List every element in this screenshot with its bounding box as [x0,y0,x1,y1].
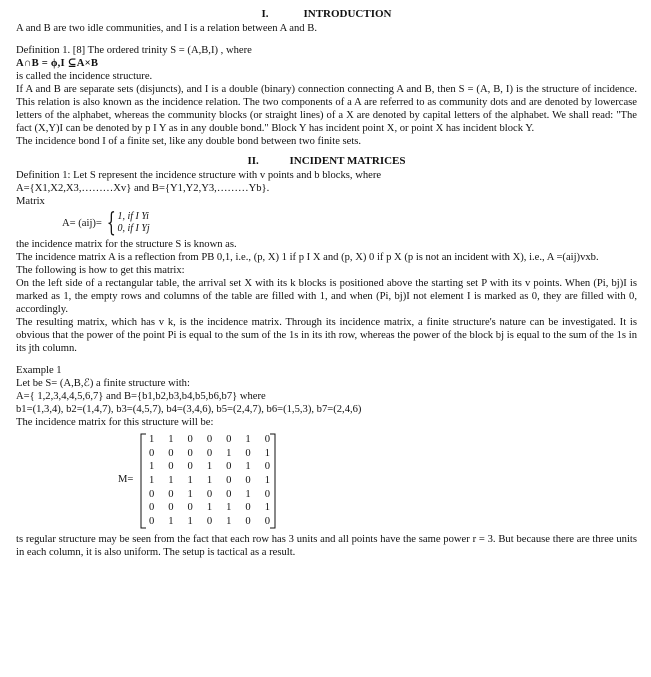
matrix-cell: 0 [226,461,232,473]
matrix-cell: 0 [226,488,232,500]
matrix-cell: 0 [264,461,270,473]
matrix-cell: 0 [206,434,213,445]
conclusion-paragraph: ts regular structure may be seen from the fact that each row has 3 units and all points have the same power r = 3. But because there are three units in each column, it is also uniform. The setup is tactical as a result. [16,534,637,558]
matrix-cell: 0 [168,502,174,514]
matrix-cell: 1 [148,434,155,445]
matrix-cell: 0 [206,447,213,459]
matrix-grid [142,433,277,529]
paper-page [16,6,637,559]
definition-1-line: Definition 1. [8] The ordered trinity S = (A,B,I) , where [16,45,252,56]
resulting-matrix-paragraph: The resulting matrix, which has v k, is the incidence matrix. Through its incidence matrix, a finite structure's nature can be investigated. It is obvious that the power of the point Pi is equal to the sum of the 1s in its ith row, whereas the power of the block bj is equal to the sum of the 1s in its jth column. [16,317,637,354]
matrix-lhs: A= (aij)= [62,217,102,229]
matrix-cell: 0 [187,447,193,459]
matrix-cell: 1 [206,502,213,514]
matrix-label: M= [118,474,134,485]
matrix-cell: 1 [226,447,232,459]
piecewise-cases [103,210,150,236]
matrix-cell: 0 [168,447,174,459]
matrix-cell: 1 [168,434,174,445]
table-construction-paragraph: On the left side of a rectangular table, the arrival set X with its k blocks is positioned above the starting set P with its v points. When (Pi, bj)I is marked as 1, the empty rows and columns of the table are filled with 1, and when (Pi, bj)I not element I is marked as 0, they are filled with 0, accordingly. [16,278,637,315]
matrix-cell: 1 [264,502,270,514]
matrix-cell: 1 [206,461,213,473]
matrix-cell: 1 [264,475,270,487]
matrix-cell: 0 [245,516,251,528]
matrix-cell: 1 [245,434,251,445]
matrix-cell: 0 [264,434,270,445]
section-2-title: INCIDENT MATRICES [289,155,406,167]
example-title: Example 1 [16,365,62,376]
matrix-cell: 1 [226,502,232,514]
matrix-cell: 0 [168,488,174,500]
called-incidence-structure: is called the incidence structure. [16,71,153,82]
example-line-3: b1=(1,3,4), b2=(1,4,7), b3=(4,5,7), b4=(3,4,6), b5=(2,4,7), b6=(1,5,3), b7=(2,4,6) [16,404,362,415]
matrix-cell: 1 [206,475,213,487]
section-1-number: I. [261,8,269,20]
matrix-word: Matrix [16,196,45,207]
matrix-how-to: The following is how to get this matrix: [16,265,185,276]
matrix-definition [62,208,637,238]
matrix-cell: 0 [187,434,193,445]
matrix-known-as: the incidence matrix for the structure S is known as. [16,239,237,250]
matrix-cell: 1 [168,516,174,528]
matrix-cell: 0 [187,502,193,514]
incidence-closing: The incidence bond I of a finite set, like any double bond between two finite sets. [16,136,362,147]
matrix-cell: 1 [245,461,251,473]
matrix-cell: 0 [206,516,213,528]
section-1-heading [16,6,637,22]
section-1-title: INTRODUCTION [303,8,392,20]
matrix-cell: 0 [148,516,155,528]
matrix-cell: 0 [226,434,232,445]
matrix-cell: 0 [168,461,174,473]
matrix-cell: 1 [226,516,232,528]
matrix-cell: 1 [187,516,193,528]
matrix-cell: 1 [168,475,174,487]
example-line-4: The incidence matrix for this structure will be: [16,417,214,428]
example-line-2: A={ 1,2,3,4,4,5,6,7} and B={b1,b2,b3,b4,b5,b6,b7} where [16,391,266,402]
matrix-cell: 0 [264,516,270,528]
matrix-cell: 0 [148,447,155,459]
sets-line: A={X1,X2,X3,………Xv} and B={Y1,Y2,Y3,………Yb}. [16,183,270,194]
incidence-paragraph: If A and B are separate sets (disjuncts), and I is a double (binary) connection connecting A and B, then S = (A, B, I) is the structure of incidence. This relation is also known as the incidence relation. The two components of a A are referred to as community dots and are denoted by lowercase letters of the alphabet, whereas the community blocks (or straight lines) of a X are denoted by capital letters of the alphabet. We shall read: "The fact (X,Y)I can be denoted by p I Y as in any double bond." Block Y has incident point X, or point X has incident block Y. [16,84,637,134]
matrix-reflection-paragraph: The incidence matrix A is a reflection from PB 0,1, i.e., (p, X) 1 if p I X and (p, X) 0 if p X (p is not an incident with X), i.e., A =(aij)vxb. [16,252,599,263]
matrix-cell: 0 [187,461,193,473]
matrix-cell: 0 [148,502,155,514]
matrix-cell: 0 [206,488,213,500]
matrix-cell: 1 [148,475,155,487]
matrix-cell: 0 [245,475,251,487]
incidence-matrix-block [16,429,637,533]
matrix-cell: 0 [148,488,155,500]
left-brace-icon: { [106,208,116,238]
matrix-cell: 0 [245,502,251,514]
case-one: 1, if I Yi [117,211,149,222]
example-line-1: Let be S= (A,B,ℰ) a finite structure with: [16,378,190,389]
matrix-cell: 0 [264,488,270,500]
matrix-cell: 1 [187,475,193,487]
section-2-number: II. [247,155,259,167]
definition-2-line: Definition 1: Let S represent the incidence structure with v points and b blocks, where [16,170,382,181]
incidence-formula: A∩B = ϕ,I ⊆A×B [16,58,99,69]
intro-sentence: A and B are two idle communities, and I is a relation between A and B. [16,23,317,34]
matrix-cell: 0 [245,447,251,459]
matrix-cell: 0 [226,475,232,487]
matrix-cell: 1 [148,461,155,473]
section-2-heading [16,153,637,169]
matrix-cell: 1 [264,447,270,459]
case-zero: 0, if I Yj [117,223,150,234]
matrix-cell: 1 [187,488,193,500]
matrix-cell: 1 [245,488,251,500]
